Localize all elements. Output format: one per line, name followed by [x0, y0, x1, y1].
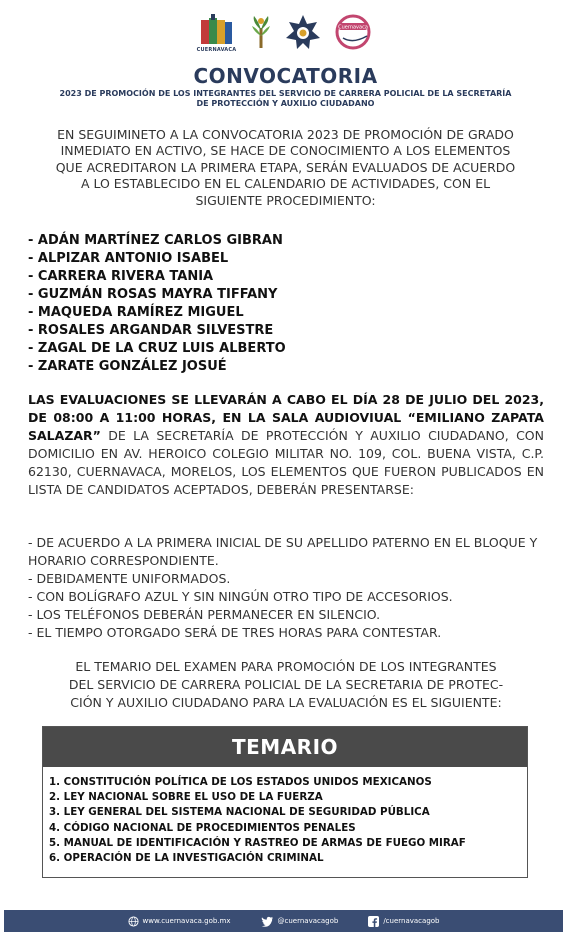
intro-line: A LO ESTABLECIDO EN EL CALENDARIO DE ACTIVIDADES, CON EL: [80, 176, 491, 192]
subtitle-line: 2023 DE PROMOCIÓN DE LOS INTEGRANTES DEL SERVICIO DE CARRERA POLICIAL DE LA SECRETARÍA: [59, 89, 512, 98]
temario-topic: 3. LEY GENERAL DEL SISTEMA NACIONAL DE SEGURIDAD PÚBLICA: [49, 806, 430, 819]
intro-line: EN SEGUIMINETO A LA CONVOCATORIA 2023 DE PROMOCIÓN DE GRADO: [57, 127, 514, 142]
temario-topics: [43, 767, 527, 866]
temario-topic: 6. OPERACIÓN DE LA INVESTIGACIÓN CRIMINAL: [49, 852, 324, 865]
temario-topic: 4. CÓDIGO NACIONAL DE PROCEDIMIENTOS PENALES: [49, 821, 356, 834]
intro-line: SIGUIENTE PROCEDIMIENTO:: [195, 192, 376, 208]
footer-facebook[interactable]: [368, 916, 439, 927]
intro-paragraph: [24, 127, 547, 209]
cuernavaca-logo: [197, 14, 237, 53]
candidate-name: - ALPIZAR ANTONIO ISABEL: [28, 251, 229, 266]
candidate-name: - CARRERA RIVERA TANIA: [28, 269, 214, 284]
requirements-list: [28, 534, 544, 642]
requirement-item: - LOS TELÉFONOS DEBERÁN PERMANECER EN SILENCIO.: [28, 607, 381, 622]
footer-website[interactable]: [128, 916, 231, 927]
footer-twitter-text: @cuernavacagob: [277, 917, 339, 925]
requirement-item: - DEBIDAMENTE UNIFORMADOS.: [28, 571, 231, 586]
temario-topic: 5. MANUAL DE IDENTIFICACIÓN Y RASTREO DE ARMAS DE FUEGO MIRAF: [49, 836, 466, 849]
globe-icon: [128, 916, 139, 927]
requirement-item: - DE ACUERDO A LA PRIMERA INICIAL DE SU APELLIDO PATERNO EN EL BLOQUE Y HORARIO CORRESPONDIENTE.: [28, 535, 538, 568]
footer-twitter[interactable]: [261, 916, 339, 927]
intro-line: INMEDIATO EN ACTIVO, SE HACE DE CONOCIMIENTO A LOS ELEMENTOS: [60, 143, 511, 159]
temario-topic: 1. CONSTITUCIÓN POLÍTICA DE LOS ESTADOS UNIDOS MEXICANOS: [49, 776, 432, 788]
candidate-name: - ZAGAL DE LA CRUZ LUIS ALBERTO: [28, 341, 286, 356]
facebook-icon: [368, 916, 379, 927]
evaluation-details-text: DE LA SECRETARÍA DE PROTECCIÓN Y AUXILIO CIUDADANO, CON DOMICILIO EN AV. HEROICO COLEGIO MILITAR NO. 109, COL. BUENA VISTA, C.P. 62130, CUERNAVACA, MORELOS, LOS ELEMENTOS QUE FUERON PUBLICADOS EN LISTA DE CANDIDATOS ACEPTADOS, DEBERÁN PRESENTARSE:: [28, 428, 544, 498]
temario-topic: 2. LEY NACIONAL SOBRE EL USO DE LA FUERZA: [49, 791, 323, 804]
temario-intro-line: EL TEMARIO DEL EXAMEN PARA PROMOCIÓN DE LOS INTEGRANTES: [75, 659, 497, 674]
twitter-icon: [261, 916, 274, 927]
page-subtitle: [30, 89, 541, 109]
temario-intro-line: CIÓN Y AUXILIO CIUDADANO PARA LA EVALUACIÓN ES EL SIGUIENTE:: [70, 695, 502, 710]
government-seal-icon: [333, 14, 375, 50]
candidate-name: - ADÁN MARTÍNEZ CARLOS GIBRAN: [28, 233, 283, 248]
intro-line: QUE ACREDITARON LA PRIMERA ETAPA, SERÁN EVALUADOS DE ACUERDO: [55, 159, 516, 175]
candidate-name: - ZARATE GONZÁLEZ JOSUÉ: [28, 359, 227, 374]
plant-emblem-icon: [249, 14, 273, 50]
footer-bar: [4, 910, 563, 932]
temario-intro: [28, 658, 544, 712]
evaluation-date-text: LAS EVALUACIONES SE LLEVARÁN A CABO EL DÍA 28 DE JULIO DEL 2023, DE 08:00 A 11:00 HORAS, EN LA SALA AUDIOVIUAL “EMILIANO ZAPATA SALAZAR”: [28, 392, 544, 444]
evaluation-paragraph: [28, 391, 544, 500]
page-title: CONVOCATORIA: [193, 64, 378, 88]
police-badge-icon: [285, 14, 321, 50]
temario-box: [42, 726, 528, 878]
candidate-name: - ROSALES ARGANDAR SILVESTRE: [28, 323, 274, 338]
svg-text:Cuernavaca: Cuernavaca: [337, 24, 368, 31]
candidates-list: [28, 232, 286, 376]
requirement-item: - CON BOLÍGRAFO AZUL Y SIN NINGÚN OTRO TIPO DE ACCESORIOS.: [28, 589, 453, 604]
subtitle-line: DE PROTECCIÓN Y AUXILIO CIUDADANO: [196, 99, 375, 108]
temario-title: TEMARIO: [43, 727, 527, 767]
candidate-name: - MAQUEDA RAMÍREZ MIGUEL: [28, 305, 244, 320]
header-logos: [0, 14, 571, 60]
requirement-item: - EL TIEMPO OTORGADO SERÁ DE TRES HORAS PARA CONTESTAR.: [28, 625, 442, 640]
temario-intro-line: DEL SERVICIO DE CARRERA POLICIAL DE LA SECRETARIA DE PROTEC-: [68, 677, 504, 692]
footer-website-text: www.cuernavaca.gob.mx: [142, 917, 231, 925]
footer-facebook-text: /cuernavacagob: [383, 917, 440, 925]
cuernavaca-logo-caption: CUERNAVACA: [196, 47, 237, 53]
candidate-name: - GUZMÁN ROSAS MAYRA TIFFANY: [28, 287, 278, 302]
